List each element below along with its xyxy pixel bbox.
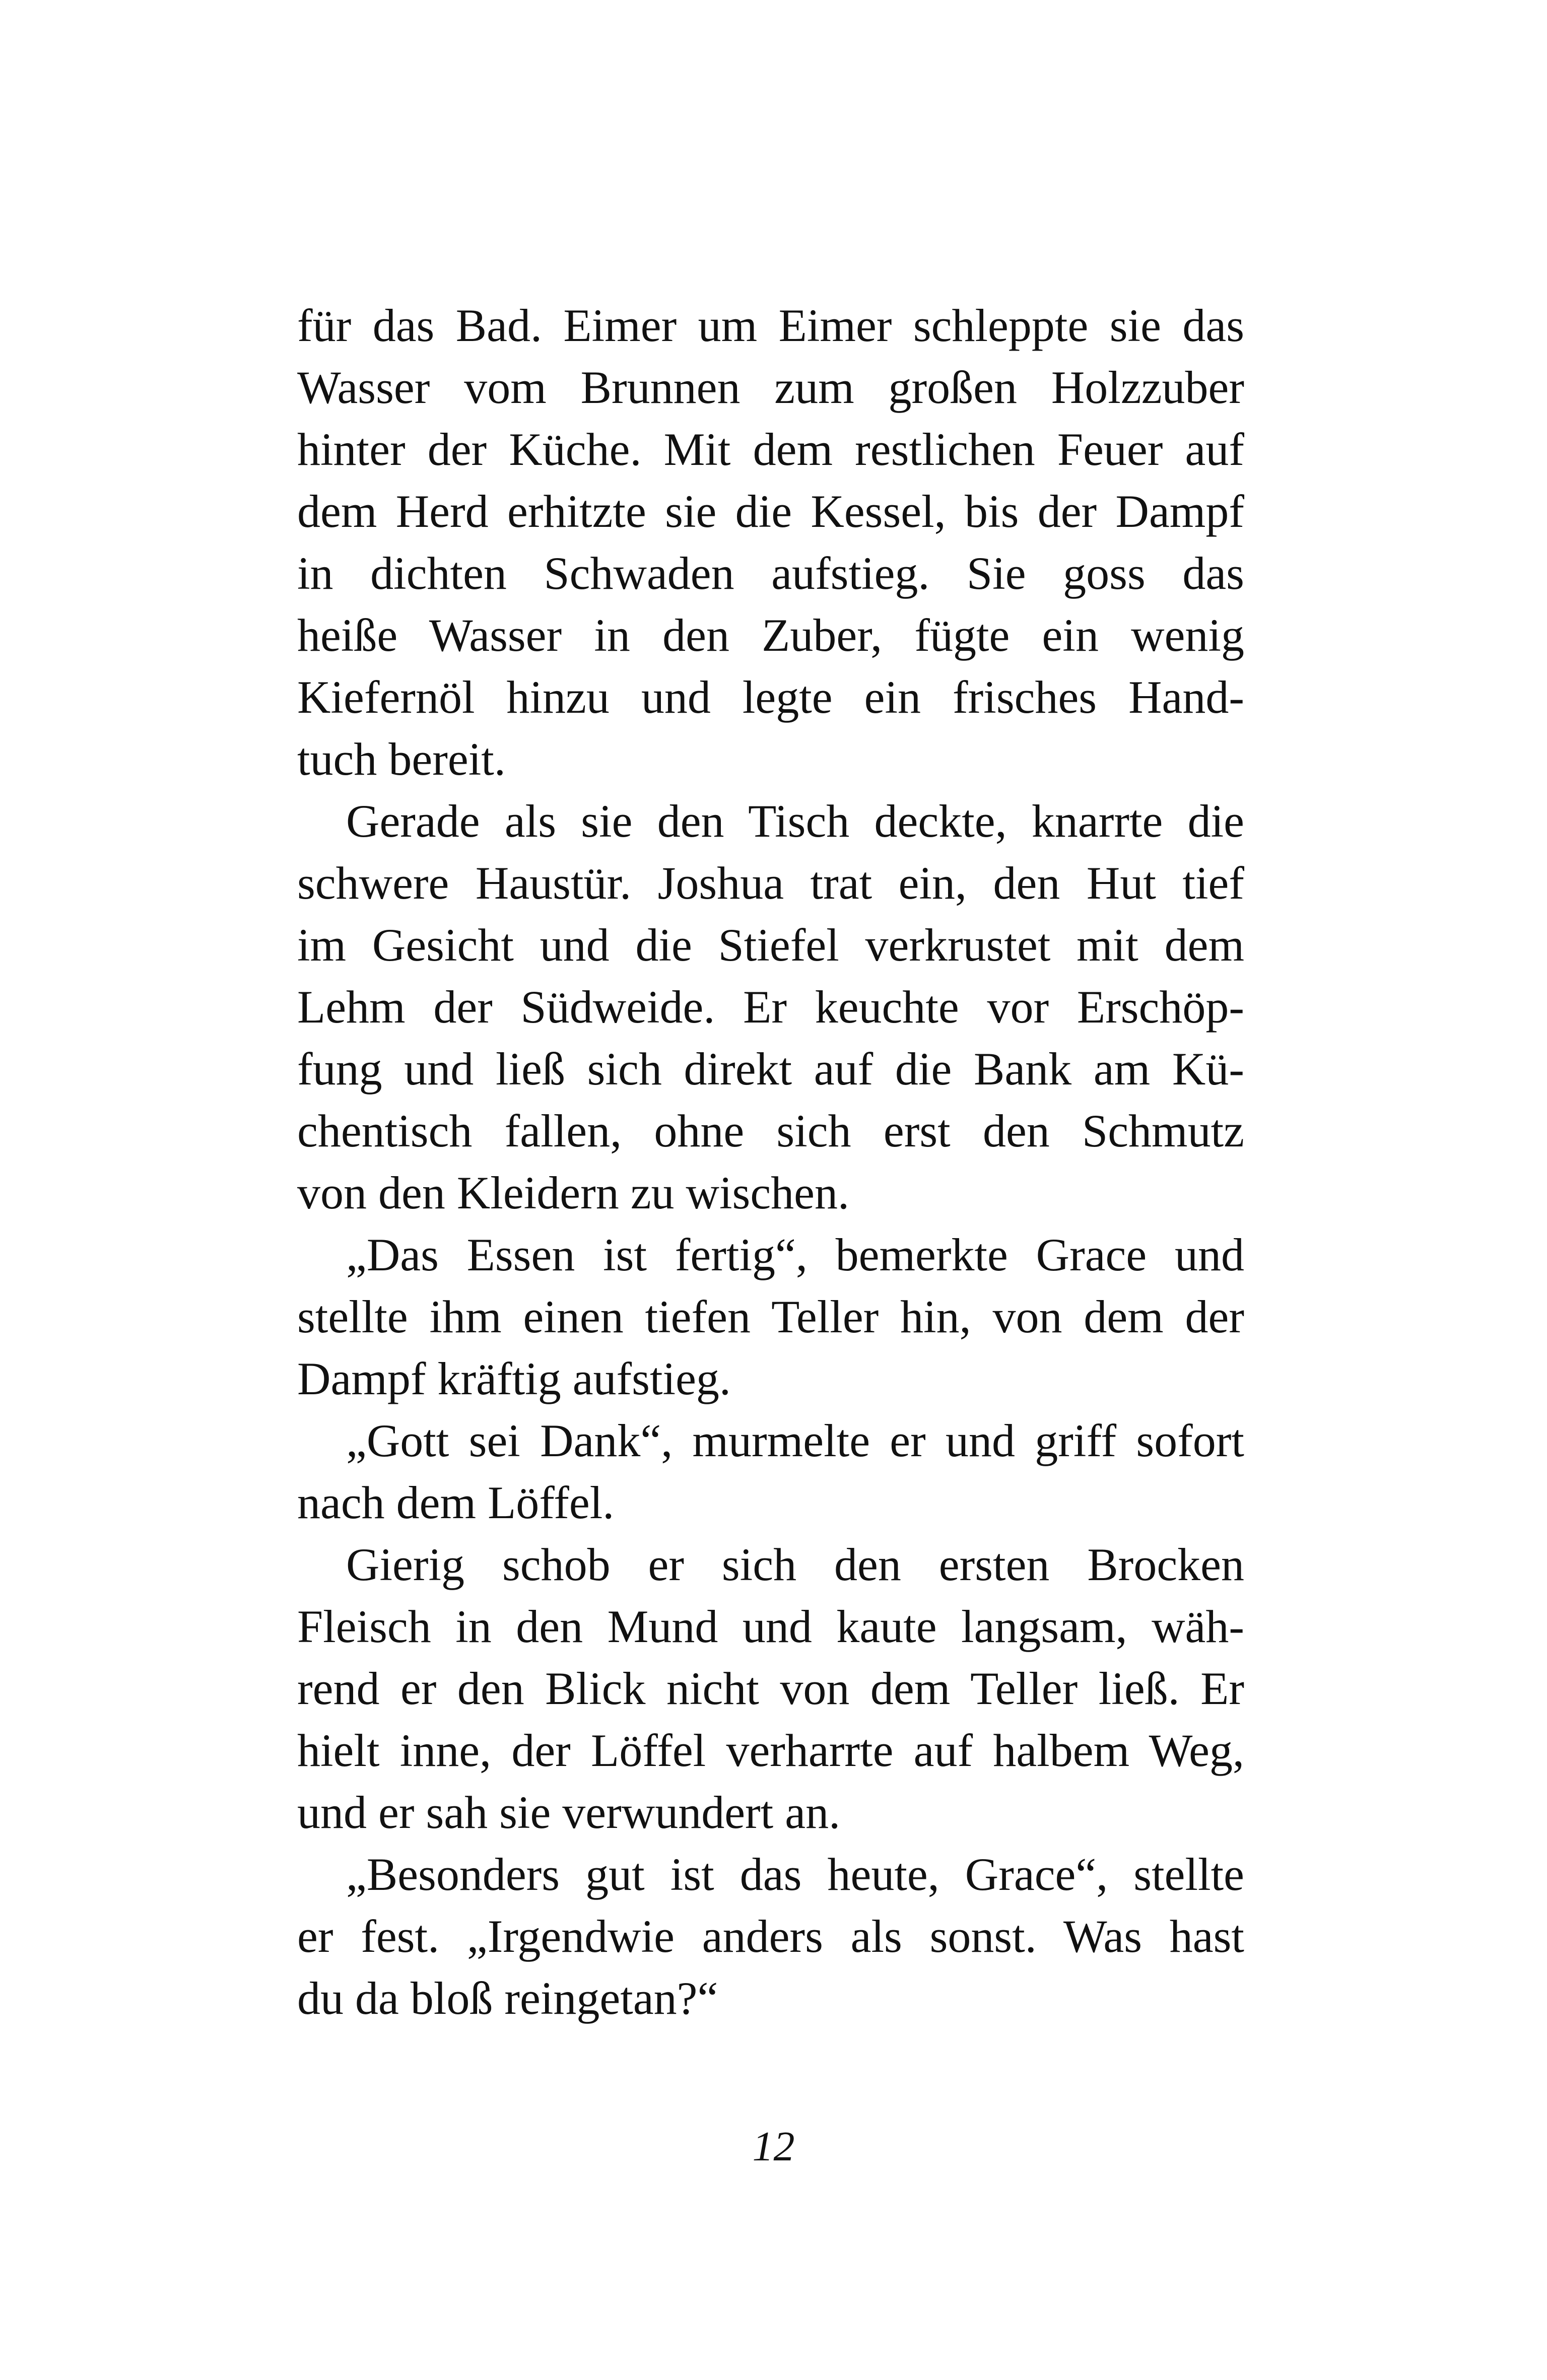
text-line: im Gesicht und die Stiefel verkrustet mit dem: [297, 919, 1244, 971]
text-line: tuch bereit.: [297, 733, 506, 785]
body-text: [297, 295, 1244, 2029]
text-line: und er sah sie verwundert an.: [297, 1787, 841, 1838]
text-line: schwere Haustür. Joshua trat ein, den Hut tief: [297, 857, 1244, 909]
text-line: heiße Wasser in den Zuber, fügte ein wenig: [297, 609, 1244, 661]
text-line: Fleisch in den Mund und kaute langsam, wäh-: [297, 1601, 1244, 1652]
text-line: nach dem Löffel.: [297, 1477, 615, 1528]
text-line: du da bloß reingetan?“: [297, 1973, 718, 2024]
text-line: hinter der Küche. Mit dem restlichen Feuer auf: [297, 424, 1244, 475]
text-line: Dampf kräftig aufstieg.: [297, 1353, 731, 1404]
text-line: rend er den Blick nicht von dem Teller ließ. Er: [297, 1663, 1244, 1714]
text-line: chentisch fallen, ohne sich erst den Schmutz: [297, 1105, 1244, 1157]
text-line: „Das Essen ist fertig“, bemerkte Grace und: [346, 1229, 1244, 1280]
text-line: „Besonders gut ist das heute, Grace“, stellte: [346, 1849, 1244, 1900]
text-line: dem Herd erhitzte sie die Kessel, bis der Dampf: [297, 486, 1244, 537]
text-line: in dichten Schwaden aufstieg. Sie goss das: [297, 548, 1244, 599]
text-line: Gierig schob er sich den ersten Brocken: [346, 1539, 1244, 1590]
text-line: „Gott sei Dank“, murmelte er und griff sofort: [346, 1415, 1244, 1466]
text-line: Wasser vom Brunnen zum großen Holzzuber: [297, 362, 1244, 413]
text-line: fung und ließ sich direkt auf die Bank am Kü-: [297, 1043, 1244, 1095]
text-line: Lehm der Südweide. Er keuchte vor Erschöp-: [297, 981, 1244, 1033]
text-line: von den Kleidern zu wischen.: [297, 1167, 850, 1218]
text-line: stellte ihm einen tiefen Teller hin, von dem der: [297, 1291, 1244, 1342]
text-line: hielt inne, der Löffel verharrte auf halbem Weg,: [297, 1725, 1244, 1776]
text-line: Gerade als sie den Tisch deckte, knarrte die: [346, 795, 1244, 847]
text-line: er fest. „Irgendwie anders als sonst. Was hast: [297, 1911, 1244, 1962]
text-line: für das Bad. Eimer um Eimer schleppte sie das: [297, 300, 1244, 351]
text-line: Kiefernöl hinzu und legte ein frisches Hand-: [297, 671, 1244, 723]
page-number: 12: [752, 2123, 795, 2170]
